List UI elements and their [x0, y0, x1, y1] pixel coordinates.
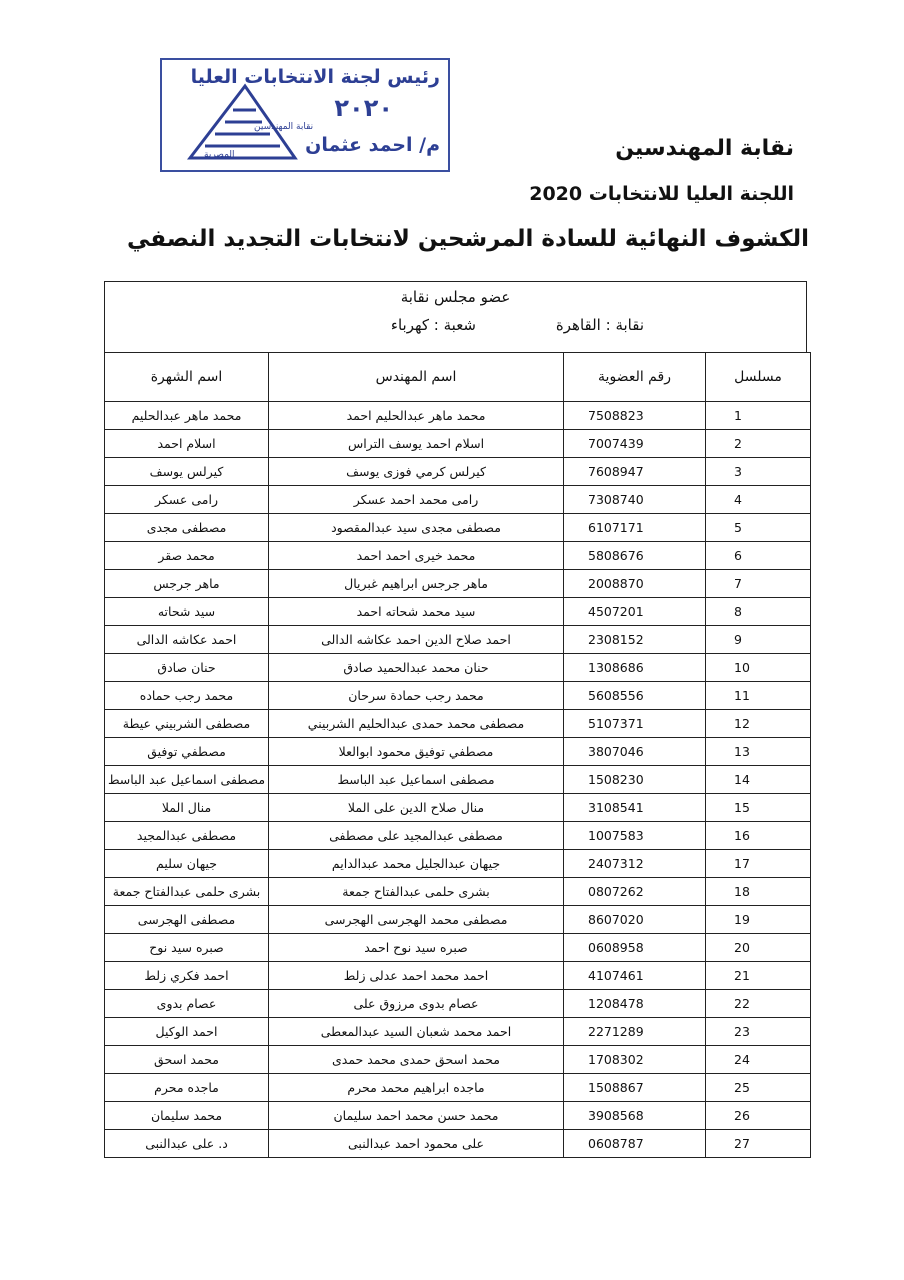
row-membership: 1007583 [564, 822, 706, 850]
row-fame: ماجده محرم [105, 1074, 269, 1102]
table-row [105, 1046, 811, 1074]
table-row [105, 542, 811, 570]
row-fame: محمد ماهر عبدالحليم [105, 402, 269, 430]
row-serial: 22 [706, 990, 811, 1018]
row-fame: رامى عسكر [105, 486, 269, 514]
row-fame: احمد فكري زلط [105, 962, 269, 990]
table-row [105, 514, 811, 542]
row-membership: 2407312 [564, 850, 706, 878]
row-name: احمد محمد شعبان السيد عبدالمعطى [269, 1018, 564, 1046]
table-row [105, 990, 811, 1018]
row-membership: 7308740 [564, 486, 706, 514]
table-row [105, 710, 811, 738]
row-fame: مصطفى اسماعيل عبد الباسط [105, 766, 269, 794]
col-name-header: اسم المهندس [269, 353, 564, 402]
row-membership: 3108541 [564, 794, 706, 822]
stamp-subtitle-2: المصرية [204, 150, 235, 160]
row-fame: احمد عكاشه الدالى [105, 626, 269, 654]
row-fame: محمد اسحق [105, 1046, 269, 1074]
row-serial: 9 [706, 626, 811, 654]
row-name: محمد رجب حمادة سرحان [269, 682, 564, 710]
council-label: عضو مجلس نقابة [400, 288, 511, 306]
row-membership: 2308152 [564, 626, 706, 654]
col-membership-header: رقم العضوية [564, 353, 706, 402]
row-fame: حنان صادق [105, 654, 269, 682]
row-serial: 16 [706, 822, 811, 850]
row-membership: 5608556 [564, 682, 706, 710]
row-membership: 0807262 [564, 878, 706, 906]
candidates-table [104, 352, 811, 1158]
row-name: احمد صلاح الدين احمد عكاشه الدالى [269, 626, 564, 654]
row-name: اسلام احمد يوسف التراس [269, 430, 564, 458]
row-serial: 11 [706, 682, 811, 710]
table-row [105, 682, 811, 710]
row-membership: 8607020 [564, 906, 706, 934]
table-header-row [105, 353, 811, 402]
row-fame: احمد الوكيل [105, 1018, 269, 1046]
row-fame: بشرى حلمى عبدالفتاح جمعة [105, 878, 269, 906]
table-row [105, 1074, 811, 1102]
row-fame: مصطفى الهجرسى [105, 906, 269, 934]
organization-name: نقابة المهندسين [615, 136, 794, 161]
row-membership: 0608958 [564, 934, 706, 962]
stamp-year: ٢٠٢٠ [334, 94, 393, 122]
row-fame: عصام بدوى [105, 990, 269, 1018]
row-membership: 2271289 [564, 1018, 706, 1046]
row-serial: 20 [706, 934, 811, 962]
row-serial: 3 [706, 458, 811, 486]
row-fame: جيهان سليم [105, 850, 269, 878]
row-serial: 8 [706, 598, 811, 626]
row-membership: 0608787 [564, 1130, 706, 1158]
row-fame: د. على عبدالنبى [105, 1130, 269, 1158]
col-serial-header: مسلسل [706, 353, 811, 402]
committee-title: اللجنة العليا للانتخابات 2020 [529, 183, 794, 205]
row-name: سيد محمد شحاته احمد [269, 598, 564, 626]
row-serial: 12 [706, 710, 811, 738]
row-serial: 14 [706, 766, 811, 794]
row-name: محمد اسحق حمدى محمد حمدى [269, 1046, 564, 1074]
row-name: كيرلس كرمي فوزى يوسف [269, 458, 564, 486]
row-fame: محمد صقر [105, 542, 269, 570]
stamp-title: رئيس لجنة الانتخابات العليا [190, 66, 440, 88]
row-membership: 1208478 [564, 990, 706, 1018]
row-fame: مصطفى عبدالمجيد [105, 822, 269, 850]
table-row [105, 626, 811, 654]
row-name: عصام بدوى مرزوق على [269, 990, 564, 1018]
row-serial: 18 [706, 878, 811, 906]
row-membership: 7608947 [564, 458, 706, 486]
table-row [105, 822, 811, 850]
row-serial: 7 [706, 570, 811, 598]
table-row [105, 486, 811, 514]
row-serial: 26 [706, 1102, 811, 1130]
row-fame: مصطفي توفيق [105, 738, 269, 766]
row-name: مصطفى عبدالمجيد على مصطفى [269, 822, 564, 850]
row-name: مصطفى محمد الهجرسى الهجرسى [269, 906, 564, 934]
row-serial: 5 [706, 514, 811, 542]
row-fame: سيد شحاته [105, 598, 269, 626]
row-membership: 4507201 [564, 598, 706, 626]
table-row [105, 654, 811, 682]
row-serial: 6 [706, 542, 811, 570]
row-membership: 5107371 [564, 710, 706, 738]
row-serial: 24 [706, 1046, 811, 1074]
row-membership: 1508230 [564, 766, 706, 794]
row-name: مصطفى مجدى سيد عبدالمقصود [269, 514, 564, 542]
row-fame: منال الملا [105, 794, 269, 822]
row-serial: 15 [706, 794, 811, 822]
row-name: محمد حسن محمد احمد سليمان [269, 1102, 564, 1130]
stamp-subtitle: نقابة المهندسين [254, 122, 314, 132]
row-serial: 23 [706, 1018, 811, 1046]
row-name: حنان محمد عبدالحميد صادق [269, 654, 564, 682]
row-name: رامى محمد احمد عسكر [269, 486, 564, 514]
table-row [105, 962, 811, 990]
row-membership: 7007439 [564, 430, 706, 458]
col-fame-header: اسم الشهرة [105, 353, 269, 402]
row-membership: 2008870 [564, 570, 706, 598]
table-row [105, 1130, 811, 1158]
row-membership: 1708302 [564, 1046, 706, 1074]
row-membership: 7508823 [564, 402, 706, 430]
row-name: بشرى حلمى عبدالفتاح جمعة [269, 878, 564, 906]
row-fame: مصطفى مجدى [105, 514, 269, 542]
row-name: احمد محمد احمد عدلى زلط [269, 962, 564, 990]
table-row [105, 430, 811, 458]
row-name: مصطفى اسماعيل عبد الباسط [269, 766, 564, 794]
table-row [105, 1102, 811, 1130]
row-serial: 4 [706, 486, 811, 514]
row-fame: كيرلس يوسف [105, 458, 269, 486]
row-membership: 5808676 [564, 542, 706, 570]
division-label: شعبة : كهرباء [390, 316, 476, 334]
row-name: مصطفي توفيق محمود ابوالعلا [269, 738, 564, 766]
table-row [105, 738, 811, 766]
branch-label: نقابة : القاهرة [555, 316, 644, 334]
table-row [105, 458, 811, 486]
row-membership: 4107461 [564, 962, 706, 990]
row-serial: 1 [706, 402, 811, 430]
table-row [105, 794, 811, 822]
row-name: منال صلاح الدين على الملا [269, 794, 564, 822]
row-serial: 17 [706, 850, 811, 878]
table-row [105, 598, 811, 626]
table-row [105, 906, 811, 934]
row-serial: 27 [706, 1130, 811, 1158]
row-name: مصطفى محمد حمدى عبدالحليم الشربيني [269, 710, 564, 738]
row-serial: 10 [706, 654, 811, 682]
row-fame: ماهر جرجس [105, 570, 269, 598]
table-row [105, 878, 811, 906]
row-serial: 19 [706, 906, 811, 934]
category-box [104, 281, 807, 353]
row-name: محمد خيرى احمد احمد [269, 542, 564, 570]
row-membership: 3908568 [564, 1102, 706, 1130]
row-name: على محمود احمد عبدالنبى [269, 1130, 564, 1158]
row-membership: 3807046 [564, 738, 706, 766]
row-serial: 13 [706, 738, 811, 766]
table-row [105, 766, 811, 794]
row-membership: 6107171 [564, 514, 706, 542]
row-name: ماجده ابراهيم محمد محرم [269, 1074, 564, 1102]
table-row [105, 934, 811, 962]
table-row [105, 570, 811, 598]
row-fame: صبره سيد نوح [105, 934, 269, 962]
row-fame: محمد رجب حماده [105, 682, 269, 710]
row-name: محمد ماهر عبدالحليم احمد [269, 402, 564, 430]
row-name: جيهان عبدالجليل محمد عبدالدايم [269, 850, 564, 878]
row-serial: 2 [706, 430, 811, 458]
table-row [105, 850, 811, 878]
official-stamp [160, 58, 450, 172]
row-fame: اسلام احمد [105, 430, 269, 458]
table-row [105, 402, 811, 430]
row-membership: 1508867 [564, 1074, 706, 1102]
row-fame: محمد سليمان [105, 1102, 269, 1130]
row-fame: مصطفى الشربيني عيطة [105, 710, 269, 738]
table-row [105, 1018, 811, 1046]
row-membership: 1308686 [564, 654, 706, 682]
document-title: الكشوف النهائية للسادة المرشحين لانتخابات التجديد النصفي [127, 226, 809, 252]
row-serial: 21 [706, 962, 811, 990]
row-serial: 25 [706, 1074, 811, 1102]
row-name: صبره سيد نوح احمد [269, 934, 564, 962]
stamp-signatory: م/ احمد عثمان [305, 134, 440, 156]
row-name: ماهر جرجس ابراهيم غبريال [269, 570, 564, 598]
